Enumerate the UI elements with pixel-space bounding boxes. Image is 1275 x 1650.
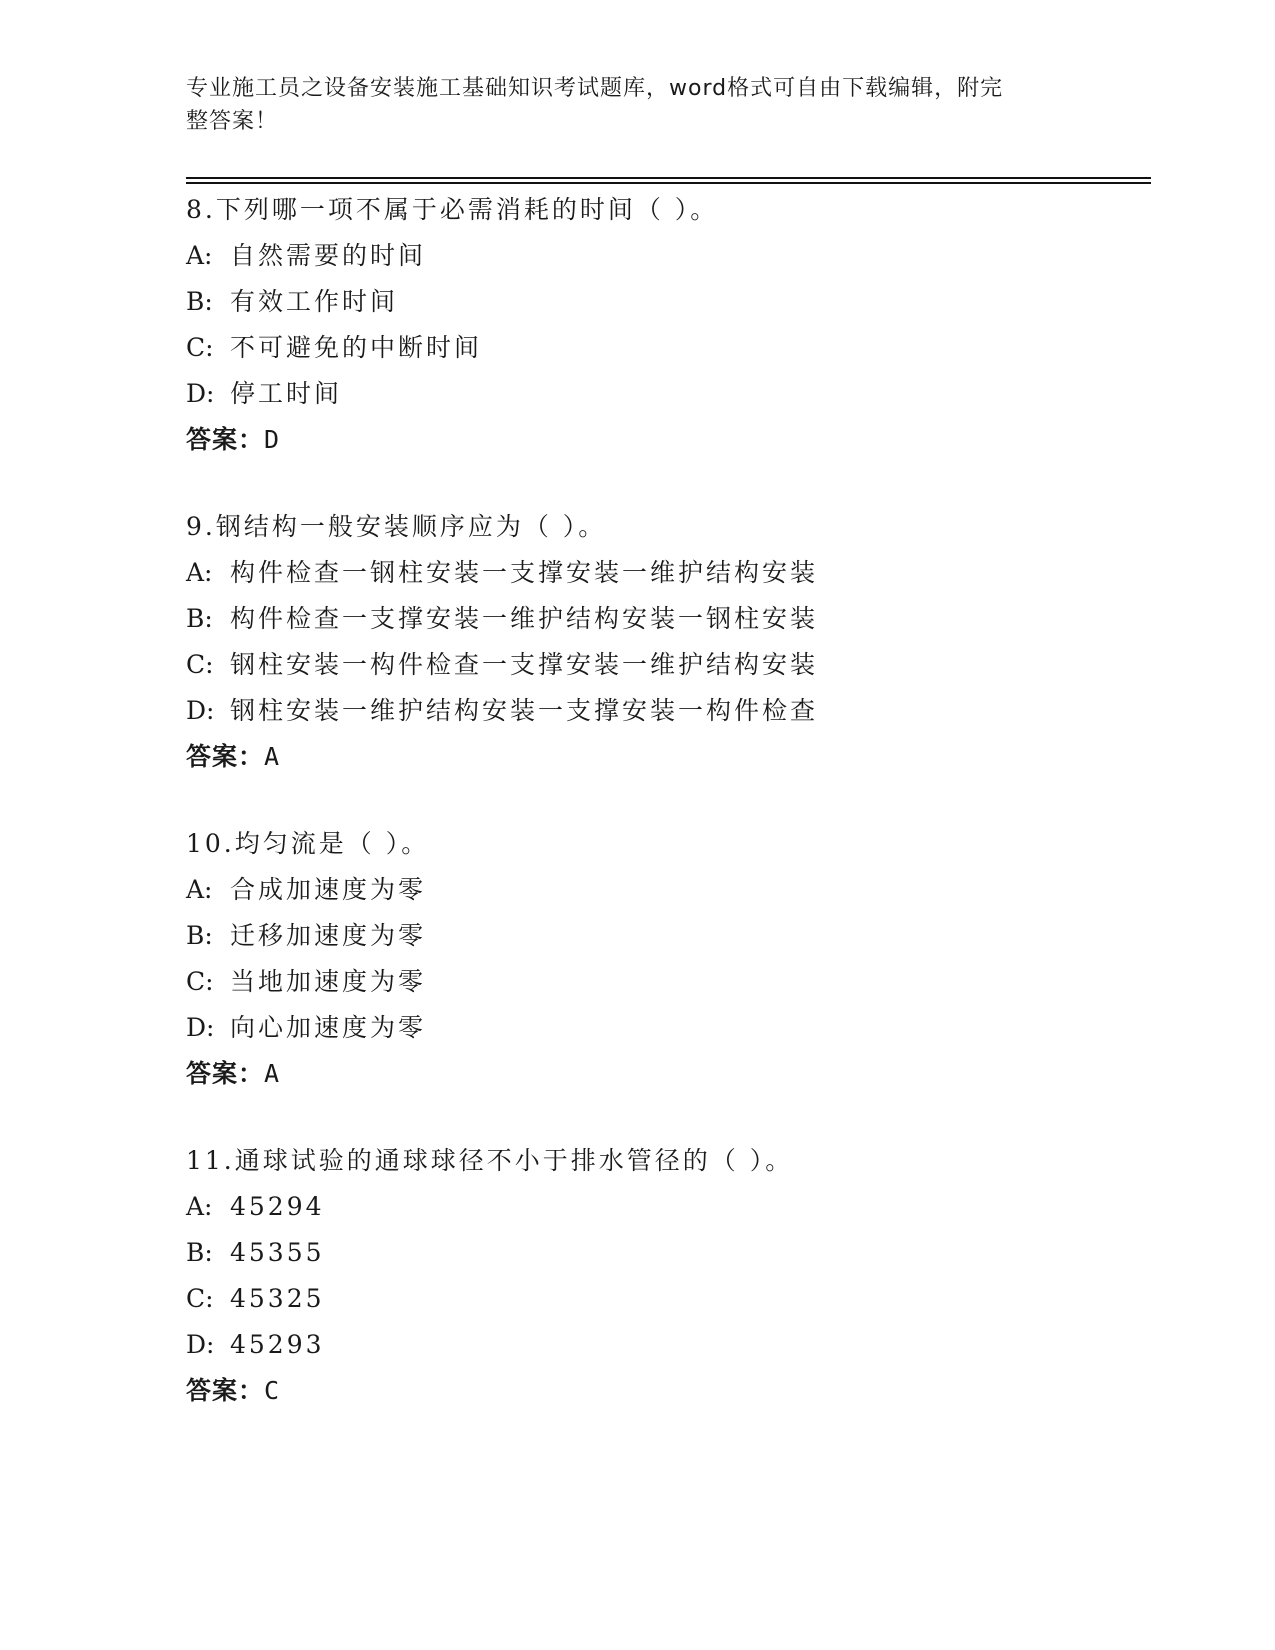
header-divider-bottom — [186, 182, 1151, 184]
question-10 — [186, 821, 1186, 1097]
option-text: 钢柱安装一构件检查一支撑安装一维护结构安装 — [230, 650, 819, 679]
answer-value: D — [264, 425, 281, 454]
option-text: 迁移加速度为零 — [230, 921, 427, 950]
option-letter: B: — [186, 604, 213, 633]
option-text: 45325 — [230, 1284, 325, 1313]
option-letter: C: — [186, 650, 214, 679]
answer-label: 答案： — [186, 1376, 265, 1405]
answer-value: A — [264, 1059, 281, 1088]
option-c — [186, 1276, 1186, 1322]
option-text: 向心加速度为零 — [230, 1013, 427, 1042]
answer — [186, 1368, 1186, 1414]
question-stem: 10.均匀流是（ ）。 — [186, 829, 430, 858]
option-text: 钢柱安装一维护结构安装一支撑安装一构件检查 — [230, 696, 819, 725]
option-letter: A: — [186, 241, 213, 270]
answer-value: C — [264, 1376, 281, 1405]
option-letter: C: — [186, 1284, 214, 1313]
option-a — [186, 233, 1186, 279]
option-text: 不可避免的中断时间 — [230, 333, 483, 362]
header-line-2: 整答案！ — [186, 109, 279, 134]
option-letter: B: — [186, 1238, 213, 1267]
option-letter: D: — [186, 1330, 215, 1359]
option-letter: D: — [186, 379, 215, 408]
option-a — [186, 867, 1186, 913]
option-c — [186, 642, 1186, 688]
option-text: 有效工作时间 — [230, 287, 399, 316]
option-text: 合成加速度为零 — [230, 875, 427, 904]
option-letter: C: — [186, 333, 214, 362]
question-8 — [186, 187, 1186, 463]
document-header — [186, 72, 1066, 138]
answer-value: A — [264, 742, 281, 771]
option-text: 当地加速度为零 — [230, 967, 427, 996]
option-letter: D: — [186, 1013, 215, 1042]
header-line-1: 专业施工员之设备安装施工基础知识考试题库，word格式可自由下载编辑，附完 — [186, 76, 1004, 101]
option-letter: A: — [186, 1192, 213, 1221]
header-divider-top — [186, 177, 1151, 179]
option-c — [186, 325, 1186, 371]
option-text: 构件检查一支撑安装一维护结构安装一钢柱安装 — [230, 604, 819, 633]
option-b — [186, 1230, 1186, 1276]
answer-label: 答案： — [186, 425, 265, 454]
answer-label: 答案： — [186, 1059, 265, 1088]
option-b — [186, 913, 1186, 959]
option-d — [186, 688, 1186, 734]
question-11 — [186, 1138, 1186, 1414]
option-b — [186, 596, 1186, 642]
option-letter: B: — [186, 921, 213, 950]
answer-label: 答案： — [186, 742, 265, 771]
option-d — [186, 371, 1186, 417]
question-9 — [186, 504, 1186, 780]
option-c — [186, 959, 1186, 1005]
option-letter: B: — [186, 287, 213, 316]
answer — [186, 1051, 1186, 1097]
question-stem: 8.下列哪一项不属于必需消耗的时间（ ）。 — [186, 195, 719, 224]
option-letter: A: — [186, 875, 213, 904]
option-letter: C: — [186, 967, 214, 996]
option-text: 45293 — [230, 1330, 325, 1359]
option-letter: D: — [186, 696, 215, 725]
option-d — [186, 1005, 1186, 1051]
option-text: 45294 — [230, 1192, 325, 1221]
option-a — [186, 1184, 1186, 1230]
option-b — [186, 279, 1186, 325]
answer — [186, 734, 1186, 780]
answer — [186, 417, 1186, 463]
option-text: 停工时间 — [230, 379, 343, 408]
option-letter: A: — [186, 558, 213, 587]
option-a — [186, 550, 1186, 596]
question-stem: 11.通球试验的通球球径不小于排水管径的（ ）。 — [186, 1146, 794, 1175]
option-text: 自然需要的时间 — [230, 241, 427, 270]
option-text: 45355 — [230, 1238, 325, 1267]
option-text: 构件检查一钢柱安装一支撑安装一维护结构安装 — [230, 558, 819, 587]
question-stem: 9.钢结构一般安装顺序应为（ ）。 — [186, 512, 607, 541]
option-d — [186, 1322, 1186, 1368]
